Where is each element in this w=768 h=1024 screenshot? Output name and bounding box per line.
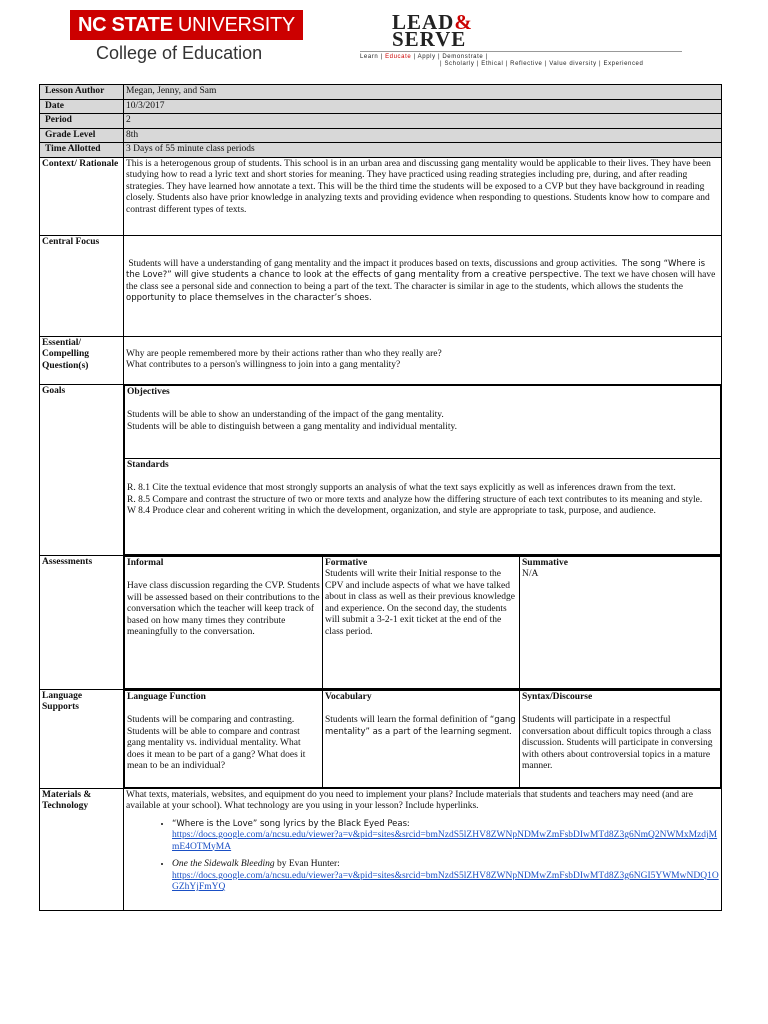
lead-value: Scholarly (444, 61, 475, 67)
lesson-author-label: Lesson Author (40, 85, 124, 100)
material-2-link[interactable]: https://docs.google.com/a/ncsu.edu/viewer?a=v&pid=sites&srcid=bmNzdS5lZHV8ZWNpNDMwZmFsbDIwMTd8Z3g6NGI5YWMwNDQ1OGZhYjFmYQ (172, 870, 719, 892)
standard-3: W 8.4 Produce clear and coherent writing in which the development, organization, and style are appropriate to task, purpose, and audience. (127, 506, 656, 516)
context-label: Context/ Rationale (40, 157, 124, 235)
language-subtable (124, 690, 721, 788)
vocabulary-cell (323, 690, 520, 787)
lead-value: Experienced (603, 61, 644, 67)
context-row (40, 157, 722, 235)
ncsu-wordmark-bold: NC STATE (78, 14, 173, 36)
materials-intro: What texts, materials, websites, and equipment do you need to implement your plans? Include materials that students and teachers may need (and are available at your school). What technology are you using in your lesson? Include hyperlinks. (126, 789, 693, 811)
ncsu-wordmark (70, 10, 303, 40)
info-row-grade (40, 128, 722, 143)
vocabulary-text-c: segment. (477, 726, 512, 737)
syntax-title: Syntax/Discourse (522, 691, 593, 702)
informal-title: Informal (127, 557, 164, 568)
language-function-text: Students will be comparing and contrasting. Students will be able to compare and contrast gang mentality vs. individual mentality. What does it mean to be part of a gang? What does it mean to be an individual? (127, 715, 306, 771)
objectives-row (125, 385, 721, 458)
vocabulary-text-a: Students will learn the formal definition of (325, 715, 488, 725)
lead-values-row-2: | Scholarly | Ethical | Reflective | Value diversity | Experienced (440, 61, 644, 67)
essential-question-row (40, 336, 722, 384)
standard-1: R. 8.1 Cite the textual evidence that most strongly supports an analysis of what the text says explicitly as well as inferences drawn from the text. (127, 483, 676, 493)
objectives-title: Objectives (127, 386, 170, 397)
central-focus-row (40, 235, 722, 336)
formative-text: Students will write their Initial response to the CPV and include aspects of what we have talked about in class as well as their previous knowledge and experience. On the second day, the students will submit a 3-2-1 exit ticket at the end of the class period. (325, 569, 515, 637)
language-supports-label: Language Supports (40, 689, 124, 788)
context-text: This is a heterogenous group of students. This school is in an urban area and discussing gang mentality would be applicable to their lives. They have been studying how to read a lyric text and short stories for meaning. They have practiced using reading strategies including pre, during, and after reading strategies. They have learned how annotate a text. This will be the third time the students will be exposed to a CVP but they have background in reading closely. Students also have prior knowledge in analyzing texts and providing evidence when responding to questions. Students know how to compare and contrast different types of texts. (124, 157, 722, 235)
goals-cell (124, 384, 722, 555)
syntax-text: Students will participate in a respectful conversation about difficult topics through a class discussion. Students will participate in conversing with others about controversial topics in a mature manner. (522, 715, 713, 771)
lesson-author-value: Megan, Jenny, and Sam (124, 85, 722, 100)
info-row-time (40, 143, 722, 158)
central-focus-text-b: The song “Where is the Love?” will give students a chance to look at the effects of gang mentality from a creative perspective. (126, 258, 706, 280)
lead-value: Reflective (510, 61, 543, 67)
lead-value: Value diversity (549, 61, 597, 67)
goals-row (40, 384, 722, 555)
lead-word: LEAD (392, 10, 455, 34)
vocabulary-text (325, 715, 517, 738)
material-item (172, 819, 719, 854)
grade-label: Grade Level (40, 128, 124, 143)
central-focus-text (126, 259, 719, 305)
lead-value: Learn (360, 54, 379, 60)
assessments-subtable (124, 556, 721, 689)
ncsu-logo (70, 10, 303, 64)
material-item (172, 859, 719, 894)
essential-question-2: What contributes to a person's willingness to join into a gang mentality? (126, 360, 401, 370)
language-function-cell (125, 690, 323, 787)
standards-title: Standards (127, 459, 169, 470)
lead-value: Demonstrate (442, 54, 484, 60)
lead-value: Ethical (481, 61, 504, 67)
central-focus-text-c: The text we have chosen will have the class see a personal side and connection to being a part of the text. The character is similar in age to the students, which allows the students the (126, 270, 716, 292)
language-supports-cell (124, 689, 722, 788)
lesson-plan-table (39, 84, 722, 911)
formative-cell (323, 556, 520, 688)
lead-value: Educate (385, 54, 412, 60)
formative-title: Formative (325, 557, 368, 568)
standard-2: R. 8.5 Compare and contrast the structure of two or more texts and analyze how the differing structure of each text contributes to its meaning and style. (127, 494, 703, 505)
ncsu-wordmark-thin: UNIVERSITY (177, 14, 295, 36)
informal-cell (125, 556, 323, 688)
date-value: 10/3/2017 (124, 99, 722, 114)
vocabulary-text-b: “gang mentality” as a part of the learning (325, 715, 516, 737)
material-2-title: One the Sidewalk Bleeding (172, 859, 275, 869)
goals-label: Goals (40, 384, 124, 555)
informal-text: Have class discussion regarding the CVP. Students will be assessed based on their contributions to the conversation which the teacher will keep track of based on how many times they contribute meaningfully to the conversation. (127, 581, 320, 637)
college-name: College of Education (96, 43, 263, 63)
materials-label: Materials & Technology (40, 788, 124, 910)
objective-1: Students will be able to show an understanding of the impact of the gang mentality. (127, 410, 444, 420)
central-focus-cell (124, 235, 722, 336)
materials-cell (124, 788, 722, 910)
period-value: 2 (124, 114, 722, 129)
material-1-link[interactable]: https://docs.google.com/a/ncsu.edu/viewer?a=v&pid=sites&srcid=bmNzdS5lZHV8ZWNpNDMwZmFsbDIwMTd8Z3g6NmQ2NWMxMzdjMmE4OTMyMA (172, 830, 718, 852)
assessments-label: Assessments (40, 555, 124, 689)
period-label: Period (40, 114, 124, 129)
info-row-period (40, 114, 722, 129)
central-focus-label: Central Focus (40, 235, 124, 336)
assessments-cell (124, 555, 722, 689)
materials-row (40, 788, 722, 910)
goals-subtable (124, 385, 721, 555)
time-value: 3 Days of 55 minute class periods (124, 143, 722, 158)
info-row-date (40, 99, 722, 114)
summative-title: Summative (522, 557, 568, 568)
standards-cell (125, 458, 721, 554)
assessments-row (40, 555, 722, 689)
language-supports-row (40, 689, 722, 788)
essential-question-label: Essential/ Compelling Question(s) (40, 336, 124, 384)
objective-2: Students will be able to distinguish between a gang mentality and individual mentality. (127, 421, 457, 432)
essential-question-cell (124, 336, 722, 384)
materials-list (126, 819, 719, 894)
language-columns (125, 690, 721, 787)
language-function-title: Language Function (127, 691, 206, 702)
lead-values-row-1: Learn | Educate | Apply | Demonstrate | (360, 54, 488, 60)
central-focus-text-a: Students will have a understanding of gang mentality and the impact it produces based on texts, discussions and group activities. (128, 258, 618, 269)
lead-serve-logo (360, 10, 682, 67)
date-label: Date (40, 99, 124, 114)
lead-ampersand: & (454, 10, 473, 34)
info-row-author (40, 85, 722, 100)
grade-value: 8th (124, 128, 722, 143)
assessments-columns (125, 556, 721, 688)
essential-question-1: Why are people remembered more by their actions rather than who they really are? (126, 348, 442, 359)
objectives-cell (125, 385, 721, 458)
lead-serve-title (392, 10, 682, 51)
summative-text: N/A (522, 569, 539, 579)
syntax-cell (520, 690, 721, 787)
lead-value: Apply (417, 54, 436, 60)
material-1-title: “Where is the Love” song lyrics by the Black Eyed Peas (172, 818, 408, 829)
material-1-colon: : (407, 818, 410, 829)
summative-cell (520, 556, 721, 688)
lead-divider (360, 51, 682, 52)
standards-row (125, 458, 721, 554)
serve-word: SERVE (392, 27, 467, 51)
vocabulary-title: Vocabulary (325, 691, 372, 702)
material-2-author: by Evan Hunter: (274, 859, 340, 869)
central-focus-text-d: opportunity to place themselves in the character’s shoes. (126, 293, 372, 303)
time-label: Time Allotted (40, 143, 124, 158)
